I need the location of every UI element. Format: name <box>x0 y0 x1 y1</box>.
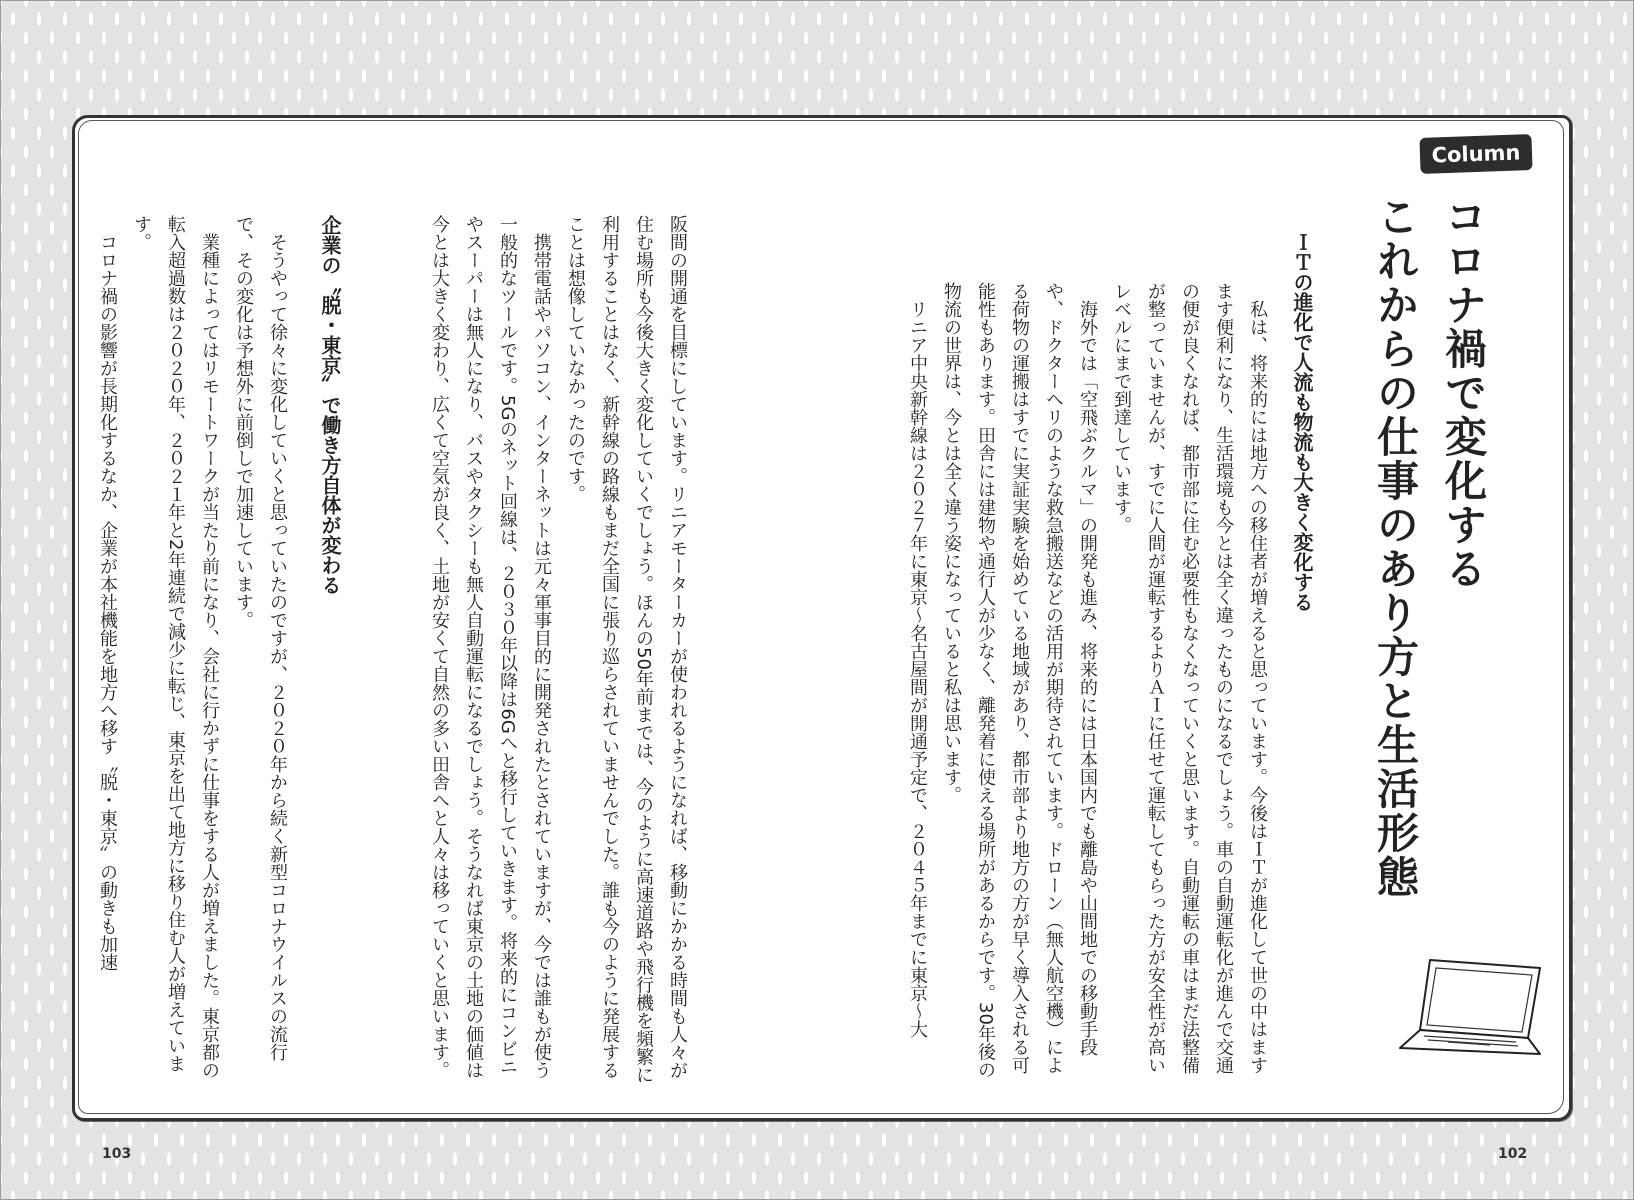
title-line-1: コロナ禍で変化する <box>1439 195 1488 591</box>
right-subhead: ＩＴの進化で人流も物流も大きく変化する <box>1290 232 1314 612</box>
right-para-2: 海外では「空飛ぶクルマ」の開発も進み、将来的には日本国内でも離島や山間地での移動手段や、ドクターヘリのような救急搬送などの活用が期待されています。ドローン（無人航空機）による荷物の運搬はすでに実証実験を始めている地域があり、都市部より地方の方が早く導入される可能性もあります。田舎には建物や通行人が少なく、離発着に使える場所があるからです。30年後の物流の世界は、今とは全く違う姿になっていると私は思います。 <box>941 282 1098 1079</box>
laptop-icon <box>1390 950 1550 1070</box>
right-para-1: 私は、将来的には地方への移住者が増えると思っています。今後はＩＴが進化して世の中はますます便利になり、生活環境も今とは全く違ったものになるでしょう。車の自動運転化が進んで交通の便が良くなれば、都市部に住む必要性もなくなっていくと思います。自動運転の車はまだ法整備が整っていませんが、すでに人間が運転するよりＡＩに任せて運転してもらった方が安全性が高いレベルにまで到達しています。 <box>1111 282 1268 1074</box>
left-para-3-cont: 阪間の開通を目標にしています。リニアモーターカーが使われるようになれば、移動にかかる時間も人々が住む場所も今後大きく変化していくでしょう。ほんの50年前までは、今のように高速道路や飛行機を頻繁に利用することはなく、新幹線の路線もまだ全国に張り巡らされていませんでした。誰も今のように発展することは想像していなかったのです。 <box>565 215 688 1084</box>
left-body-top <box>422 215 694 1085</box>
left-para-5: そうやって徐々に変化していくと思っていたのですが、２０２０年から続く新型コロナウイルスの流行で、その変化は予想外に前倒しで加速しています。 <box>233 215 288 1061</box>
left-para-4: 携帯電話やパソコン、インターネットは元々軍事目的に開発されたとされていますが、今では誰もが使う一般的なツールです。5Gのネット回線は、２０３０年以降は6Gへと移行していきます。将来的にコンビニやスーパーは無人になり、バスやタクシーも無人自動運転になるでしょう。そうなれば東京の土地の価値は今とは大きく変わり、広くて空気が良く、土地が安くて自然の多い田舎へと人々は移っていくと思います。 <box>429 215 552 1079</box>
column-badge: Column <box>1419 134 1532 174</box>
column-panel <box>72 115 1572 1121</box>
left-body-bottom <box>90 215 294 1085</box>
left-para-7: コロナ禍の影響が長期化するなか、企業が本社機能を地方へ移す〝脱・東京〟の動きも加速 <box>97 233 118 971</box>
page-number-right: 102 <box>1498 1146 1528 1162</box>
right-para-3-start: リニア中央新幹線は２０２７年に東京〜名古屋間が開通予定で、２０４５年までに東京〜大 <box>907 300 928 1038</box>
right-body <box>900 282 1274 1087</box>
left-subhead: 企業の〝脱・東京〟で働き方自体が変わる <box>318 215 342 595</box>
left-para-6: 業種によってはリモートワークが当たり前になり、会社に行かずに仕事をする人が増えました。東京都の転入超過数は２０２０年、２０２１年と2年連続で減少に転じ、東京を出て地方に移り住む人が増えています。 <box>131 215 220 1079</box>
title-line-2: これからの仕事のあり方と生活形態 <box>1371 195 1420 899</box>
page-number-left: 103 <box>102 1146 132 1162</box>
